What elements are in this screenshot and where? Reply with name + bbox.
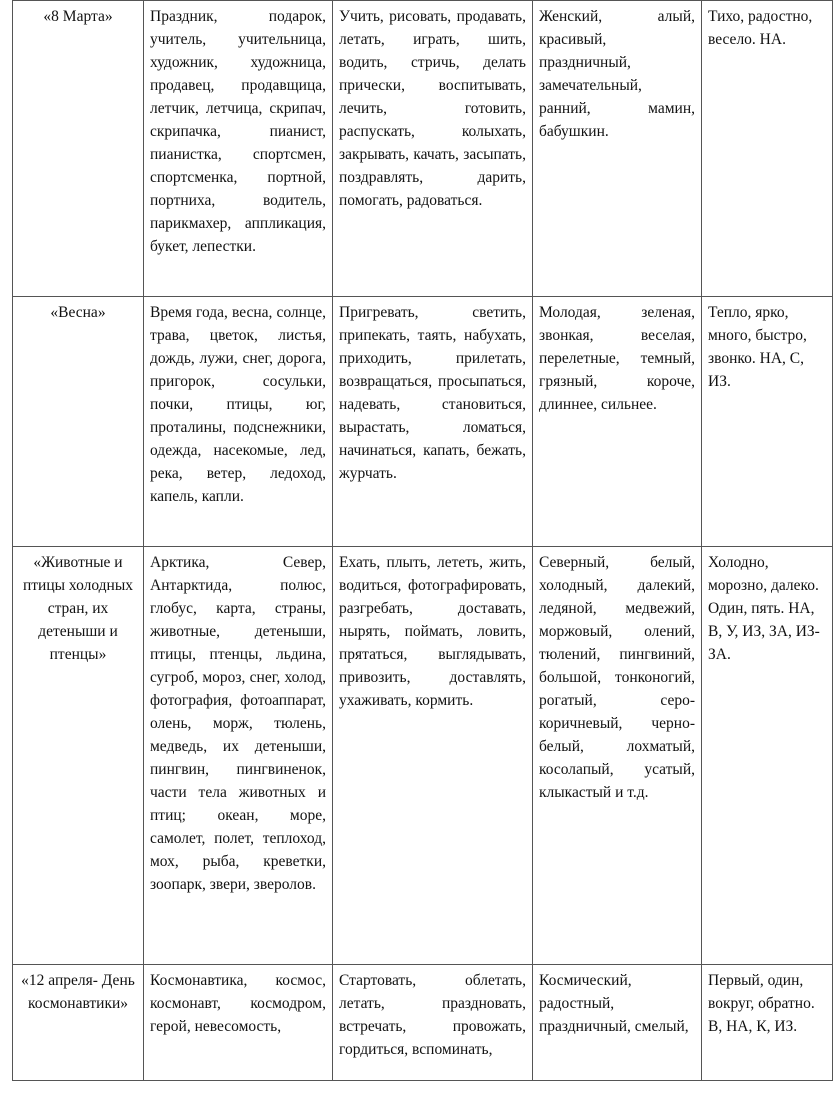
nouns-cell: Арктика, Север, Антарктида, полюс, глобус, карта, страны, животные, детеныши, птицы, птенцы, льдина, сугроб, мороз, снег, холод, фотография, фотоаппарат, олень, морж, тюлень, медведь, их детеныши, пингвин, пингвиненок, части тела животных и птиц; океан, море, самолет, полет, теплоход, мох, рыба, креветки, зоопарк, звери, зверолов. — [144, 547, 333, 965]
adjectives-cell: Северный, белый, холодный, далекий, ледяной, медвежий, моржовый, олений, тюлений, пингвиний, большой, тонконогий, рогатый, серо-коричневый, черно-белый, лохматый, косолапый, усатый, клыкастый и т.д. — [533, 547, 702, 965]
adverbs-cell: Тепло, ярко, много, быстро, звонко. НА, С, ИЗ. — [702, 297, 833, 547]
theme-cell: «Весна» — [13, 297, 144, 547]
adverbs-cell: Тихо, радостно, весело. НА. — [702, 1, 833, 297]
table-row — [13, 1, 833, 297]
nouns-cell: Время года, весна, солнце, трава, цветок, листья, дождь, лужи, снег, дорога, пригорок, сосульки, почки, птицы, юг, проталины, подснежники, одежда, насекомые, лед, река, ветер, ледоход, капель, капли. — [144, 297, 333, 547]
theme-cell: «Животные и птицы холодных стран, их детеныши и птенцы» — [13, 547, 144, 965]
table-row — [13, 297, 833, 547]
nouns-cell: Праздник, подарок, учитель, учительница, художник, художница, продавец, продавщица, летчик, летчица, скрипач, скрипачка, пианист, пианистка, спортсмен, спортсменка, портной, портниха, водитель, парикмахер, аппликация, букет, лепестки. — [144, 1, 333, 297]
nouns-cell: Космонавтика, космос, космонавт, космодром, герой, невесомость, — [144, 965, 333, 1081]
theme-cell: «8 Марта» — [13, 1, 144, 297]
adverbs-cell: Первый, один, вокруг, обратно. В, НА, К, ИЗ. — [702, 965, 833, 1081]
verbs-cell: Учить, рисовать, продавать, летать, играть, шить, водить, стричь, делать прически, воспитывать, лечить, готовить, распускать, колыхать, закрывать, качать, засыпать, поздравлять, дарить, помогать, радоваться. — [333, 1, 533, 297]
vocabulary-table — [12, 0, 833, 1081]
theme-cell: «12 апреля- День космонавтики» — [13, 965, 144, 1081]
adjectives-cell: Молодая, зеленая, звонкая, веселая, перелетные, темный, грязный, короче, длиннее, сильнее. — [533, 297, 702, 547]
adjectives-cell: Космический, радостный, праздничный, смелый, — [533, 965, 702, 1081]
table-row — [13, 965, 833, 1081]
verbs-cell: Пригревать, светить, припекать, таять, набухать, приходить, прилетать, возвращаться, просыпаться, надевать, становиться, вырастать, ломаться, начинаться, капать, бежать, журчать. — [333, 297, 533, 547]
adverbs-cell: Холодно, морозно, далеко. Один, пять. НА, В, У, ИЗ, ЗА, ИЗ-ЗА. — [702, 547, 833, 965]
verbs-cell: Ехать, плыть, лететь, жить, водиться, фотографировать, разгребать, доставать, нырять, поймать, ловить, прятаться, выглядывать, привозить, доставлять, ухаживать, кормить. — [333, 547, 533, 965]
table-row — [13, 547, 833, 965]
adjectives-cell: Женский, алый, красивый, праздничный, замечательный, ранний, мамин, бабушкин. — [533, 1, 702, 297]
verbs-cell: Стартовать, облетать, летать, праздновать, встречать, провожать, гордиться, вспоминать, — [333, 965, 533, 1081]
